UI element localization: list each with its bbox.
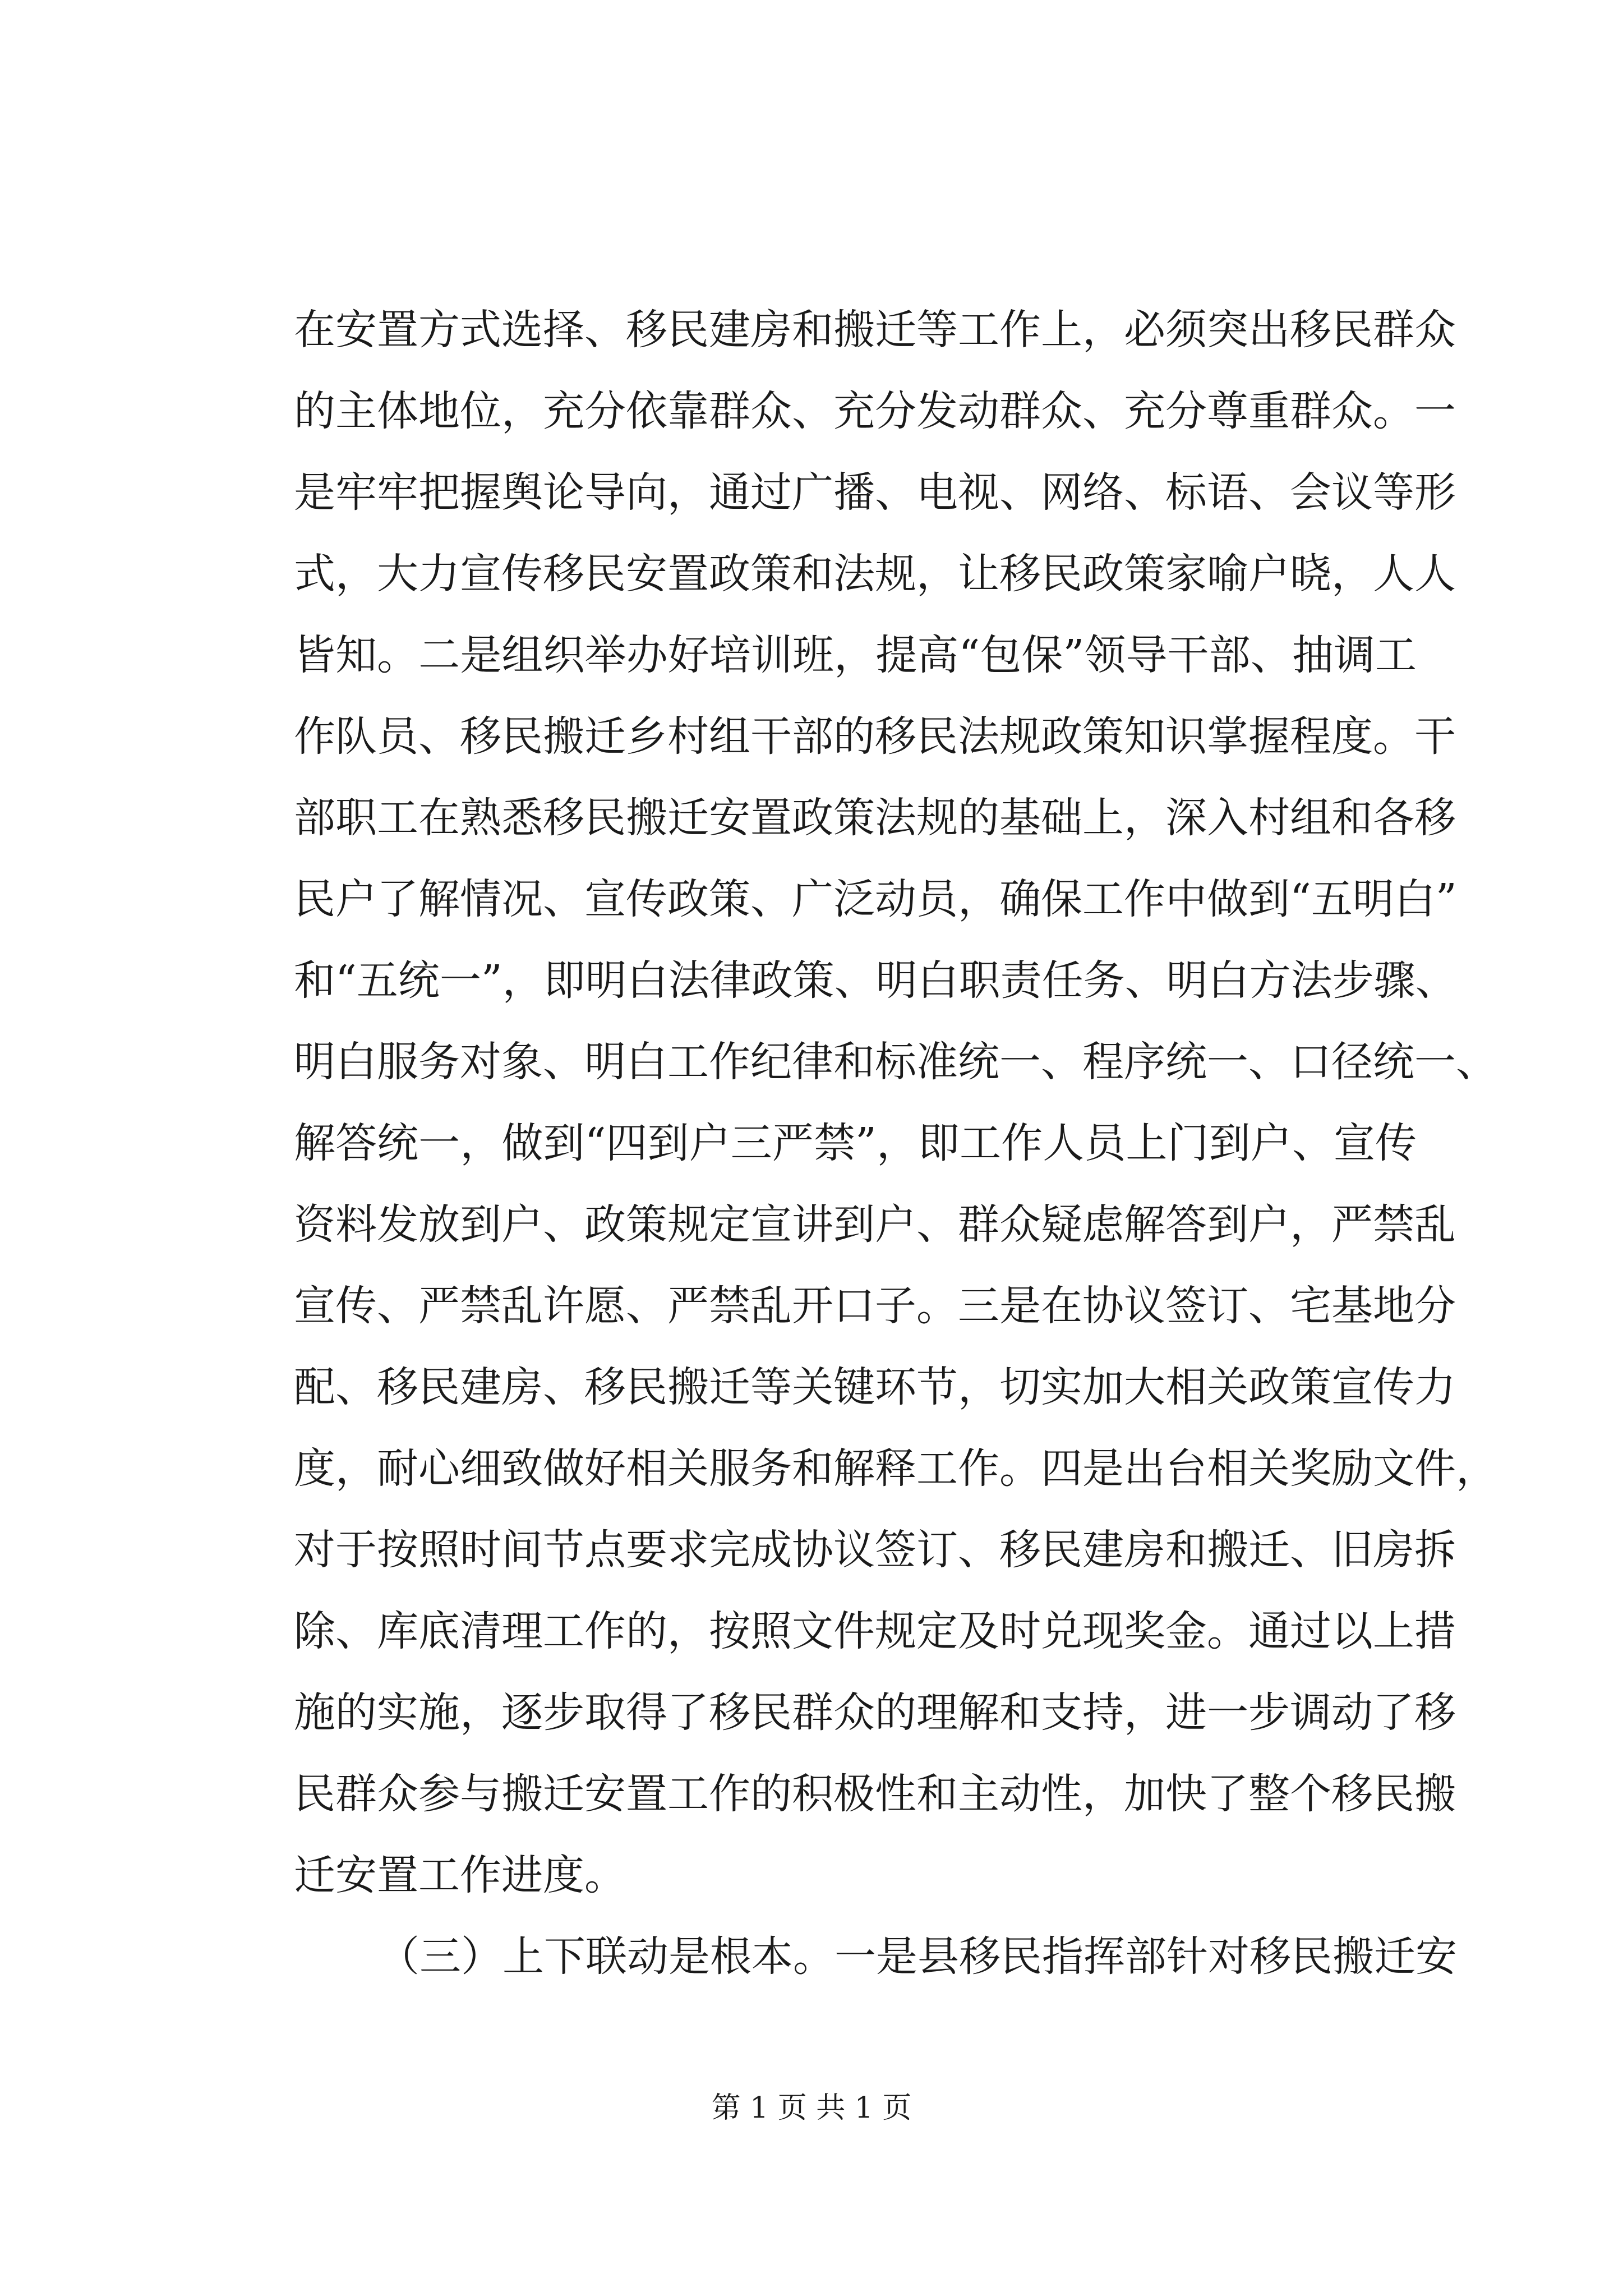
text-line: 宣传、严禁乱许愿、严禁乱开口子。三是在协议签订、宅基地分 — [294, 1282, 1456, 1330]
text-line: 资料发放到户、政策规定宣讲到户、群众疑虑解答到户，严禁乱 — [294, 1200, 1456, 1249]
text-line: 部职工在熟悉移民搬迁安置政策法规的基础上，深入村组和各移 — [294, 794, 1456, 842]
section-heading-line: （三）上下联动是根本。一是县移民指挥部针对移民搬迁安 — [378, 1932, 1457, 1981]
text-line: 是牢牢把握舆论导向，通过广播、电视、网络、标语、会议等形 — [294, 468, 1456, 517]
text-line: 皆知。二是组织举办好培训班，提高“包保”领导干部、抽调工 — [294, 631, 1417, 679]
text-line: 民群众参与搬迁安置工作的积极性和主动性，加快了整个移民搬 — [294, 1770, 1456, 1818]
text-line: 式，大力宣传移民安置政策和法规，让移民政策家喻户晓，人人 — [294, 550, 1456, 598]
text-line: 施的实施，逐步取得了移民群众的理解和支持，进一步调动了移 — [294, 1688, 1456, 1737]
text-line: 和“五统一”，即明白法律政策、明白职责任务、明白方法步骤、 — [294, 956, 1457, 1005]
text-line: 配、移民建房、移民搬迁等关键环节，切实加大相关政策宣传力 — [294, 1363, 1456, 1411]
paragraph-end-line: 迁安置工作进度。 — [294, 1851, 626, 1899]
text-line: 对于按照时间节点要求完成协议签订、移民建房和搬迁、旧房拆 — [294, 1526, 1456, 1574]
text-line: 解答统一，做到“四到户三严禁”，即工作人员上门到户、宣传 — [294, 1119, 1417, 1167]
text-line: 民户了解情况、宣传政策、广泛动员，确保工作中做到“五明白” — [294, 875, 1457, 923]
text-line: 的主体地位，充分依靠群众、充分发动群众、充分尊重群众。一 — [294, 387, 1456, 435]
text-line: 作队员、移民搬迁乡村组干部的移民法规政策知识掌握程度。干 — [294, 712, 1456, 761]
text-line: 明白服务对象、明白工作纪律和标准统一、程序统一、口径统一、 — [294, 1038, 1497, 1086]
page-footer — [0, 2091, 1623, 2125]
page-number: 第 1 页 共 1 页 — [711, 2091, 912, 2125]
text-line: 度，耐心细致做好相关服务和解释工作。四是出台相关奖励文件， — [294, 1444, 1497, 1493]
text-line: 在安置方式选择、移民建房和搬迁等工作上，必须突出移民群众 — [294, 306, 1456, 354]
text-line: 除、库底清理工作的，按照文件规定及时兑现奖金。通过以上措 — [294, 1607, 1456, 1655]
body-text — [294, 289, 1497, 1998]
